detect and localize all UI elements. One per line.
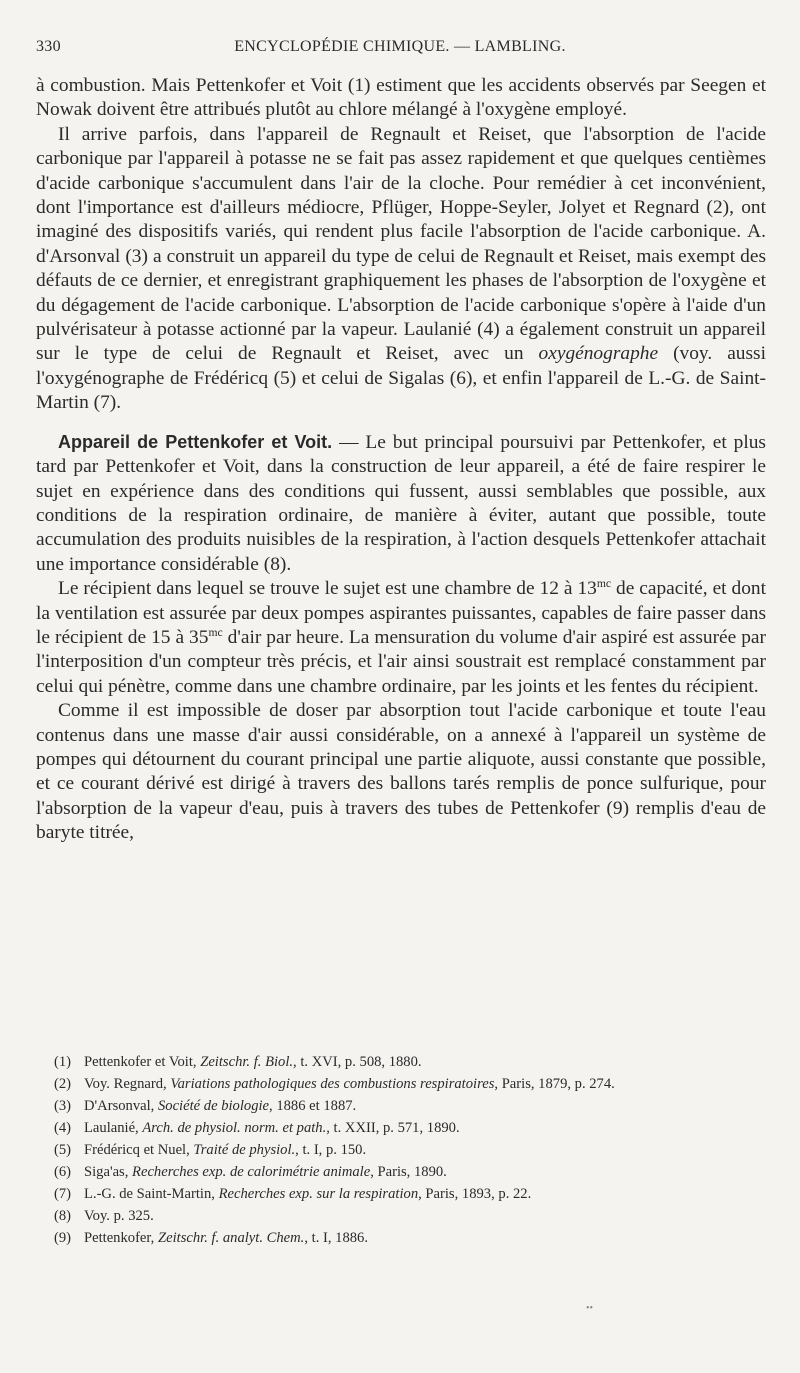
footnote-number: (9) bbox=[54, 1230, 72, 1246]
footnote bbox=[54, 1117, 766, 1139]
footnote bbox=[54, 1227, 766, 1249]
footnote bbox=[54, 1139, 766, 1161]
footnote bbox=[54, 1183, 766, 1205]
paragraph-2-italic: oxygénographe bbox=[538, 343, 659, 365]
footnote-title: Recherches exp. sur la respiration bbox=[218, 1186, 419, 1202]
paragraph-2-text-b: (voy. aussi l'oxygénographe de Frédéricq (5) et celui de Sigalas (6), et enfin l'appareil de L.-G. de Saint-Martin (7). bbox=[36, 343, 766, 414]
footnote-title: Arch. de physiol. norm. et path. bbox=[142, 1120, 327, 1136]
footnote-author: Laulanié, bbox=[84, 1120, 139, 1136]
footnote-number: (3) bbox=[54, 1098, 72, 1114]
footnote-author: D'Arsonval, bbox=[84, 1098, 155, 1114]
footnote-author: Siga'as, bbox=[84, 1164, 129, 1180]
footnote-title: Recherches exp. de calorimétrie animale bbox=[132, 1164, 371, 1180]
footnote-ref: , Paris, 1893, p. 22. bbox=[418, 1186, 532, 1202]
footnote-ref: , Paris, 1879, p. 274. bbox=[494, 1076, 615, 1092]
footnote bbox=[54, 1161, 766, 1183]
unit-superscript-2: mc bbox=[208, 625, 223, 639]
footnote-ref: , Paris, 1890. bbox=[370, 1164, 447, 1180]
footnote bbox=[54, 1095, 766, 1117]
paragraph-4-text-b: de capacité, et dont la ventilation est assurée par deux pompes aspirantes puissantes, capables de faire passer dans le récipient de 15 à 35 bbox=[36, 578, 766, 648]
footnote-number: (8) bbox=[54, 1208, 72, 1224]
footnote-author: Frédéricq et Nuel, bbox=[84, 1142, 190, 1158]
footnote-ref: , 1886 et 1887. bbox=[269, 1098, 357, 1114]
footnote-author: Voy. p. 325. bbox=[84, 1208, 154, 1224]
running-title: ENCYCLOPÉDIE CHIMIQUE. — LAMBLING. bbox=[234, 38, 566, 55]
footnote bbox=[54, 1051, 766, 1073]
footnote-number: (1) bbox=[54, 1054, 72, 1070]
footnote-ref: , t. I, p. 150. bbox=[295, 1142, 367, 1158]
footnote-title: Société de biologie bbox=[157, 1098, 270, 1114]
paragraph-5: Comme il est impossible de doser par absorption tout l'acide carbonique et toute l'eau contenus dans une masse d'air aussi considérable, on a annexé à l'appareil un système de pompes qui détournent du courant principal une partie aliquote, aussi constante que possible, et ce courant dérivé est dirigé à travers des ballons tarés remplis de ponce sulfurique, pour l'absorption de la vapeur d'eau, puis à travers des tubes de Pettenkofer (9) remplis d'eau de baryte titrée, bbox=[36, 700, 766, 844]
paragraph-1: à combustion. Mais Pettenkofer et Voit (1) estiment que les accidents observés par Seegen et Nowak doivent être attribués plutôt au chlore mélangé à l'oxygène employé. bbox=[36, 75, 766, 121]
footnote-title: Zeitschr. f. Biol. bbox=[200, 1054, 294, 1070]
footnote-number: (2) bbox=[54, 1076, 72, 1092]
paragraph-3-text: — Le but principal poursuivi par Pettenkofer, et plus tard par Pettenkofer et Voit, dans la construction de leur appareil, a été de faire respirer le sujet en expérience dans des conditions qui fussent, aussi semblables que possible, aux conditions de la respiration ordinaire, de manière à éviter, autant que possible, toute accumulation des produits nuisibles de la respiration, à l'action desquels Pettenkofer attachait une importance considérable (8). bbox=[36, 431, 766, 575]
paragraph-2-text-a: Il arrive parfois, dans l'appareil de Regnault et Reiset, que l'absorption de l'acide carbonique par l'appareil à potasse ne se fait pas assez rapidement et que quelques centièmes d'acide carbonique s'accumulent dans l'air de la cloche. Pour remédier à cet inconvénient, dont l'importance est d'ailleurs médiocre, Pflüger, Hoppe-Seyler, Jolyet et Regnard (2), ont imaginé des dispositifs variés, qui rendent plus facile l'absorption de l'acide carbonique. A. d'Arsonval (3) a construit un appareil du type de celui de Regnault et Reiset, mais exempt des défauts de ce dernier, et enregistrant graphiquement les phases de l'absorption de l'oxygène et du dégagement de l'acide carbonique. L'absorption de l'acide carbonique s'opère à l'aide d'un pulvérisateur à potasse actionné par la vapeur. Laulanié (4) a également construit un appareil sur le type de celui de Regnault et Reiset, avec un bbox=[36, 123, 766, 365]
footnote-author: L.-G. de Saint-Martin, bbox=[84, 1186, 215, 1202]
footnote-author: Pettenkofer, bbox=[84, 1230, 155, 1246]
footnote-number: (4) bbox=[54, 1120, 72, 1136]
footnote bbox=[54, 1073, 766, 1095]
paragraph-4 bbox=[36, 577, 766, 699]
paragraph-4-text-a: Le récipient dans lequel se trouve le sujet est une chambre de 12 à 13 bbox=[58, 578, 597, 600]
footnote-ref: , t. XVI, p. 508, 1880. bbox=[293, 1054, 422, 1070]
footnote-number: (5) bbox=[54, 1142, 72, 1158]
footnote-author: Pettenkofer et Voit, bbox=[84, 1054, 197, 1070]
footnote-number: (7) bbox=[54, 1186, 72, 1202]
footnote-title: Variations pathologiques des combustions respiratoires bbox=[170, 1076, 495, 1092]
footnote-ref: , t. I, 1886. bbox=[304, 1230, 368, 1246]
footnote-title: Zeitschr. f. analyt. Chem. bbox=[158, 1230, 305, 1246]
footnote-number: (6) bbox=[54, 1164, 72, 1180]
paragraph-2 bbox=[36, 123, 766, 416]
unit-superscript-1: mc bbox=[596, 577, 612, 591]
body-text bbox=[36, 74, 766, 846]
footnotes bbox=[54, 1051, 766, 1249]
footnote-title: Traité de physiol. bbox=[193, 1142, 296, 1158]
footnote-ref: , t. XXII, p. 571, 1890. bbox=[326, 1120, 460, 1136]
footnote bbox=[54, 1205, 766, 1227]
section-heading: Appareil de Pettenkofer et Voit. bbox=[58, 431, 333, 452]
ornament: •• bbox=[586, 1303, 594, 1314]
footnote-author: Voy. Regnard, bbox=[84, 1076, 167, 1092]
paragraph-4-text-c: d'air par heure. La mensuration du volume d'air aspiré est assurée par l'interposition d'un compteur très précis, et l'air ainsi soustrait est remplacé constamment par celui qui pénètre, comme dans une chambre ordinaire, par les joints et les fentes du récipient. bbox=[36, 626, 766, 697]
page-number: 330 bbox=[36, 38, 61, 55]
paragraph-3 bbox=[36, 430, 766, 577]
